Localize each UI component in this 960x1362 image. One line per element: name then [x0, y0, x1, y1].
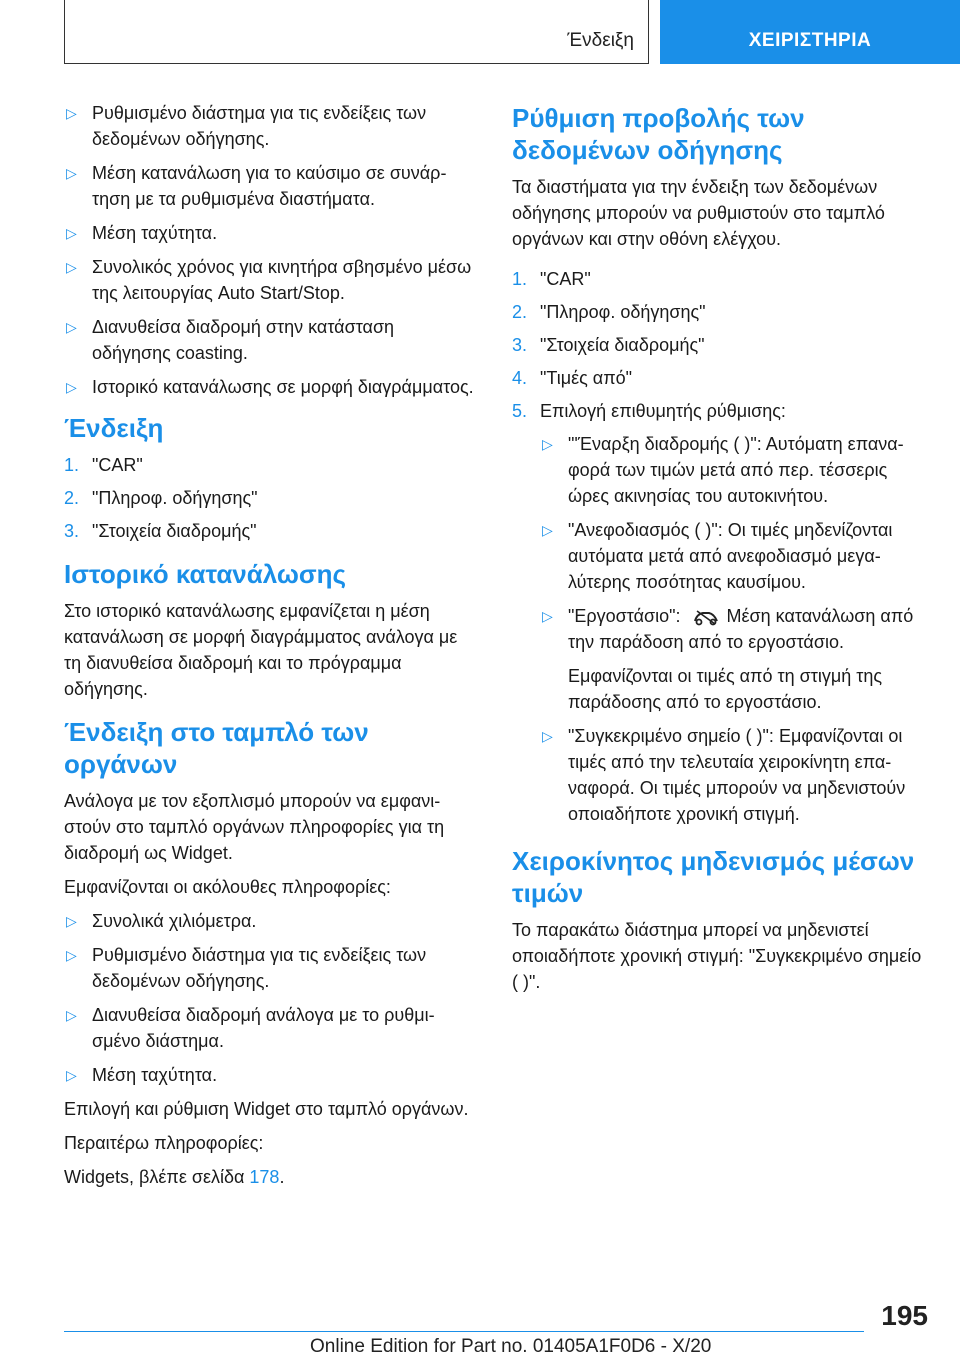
- step-item: 2. "Πληροφ. οδήγησης": [64, 488, 258, 508]
- triangle-right-icon: ▷: [66, 947, 77, 963]
- step-item: 2. "Πληροφ. οδήγησης": [512, 302, 706, 322]
- step-item: 5. Επιλογή επιθυμητής ρύθμισης:: [512, 401, 786, 421]
- option-item: ▷ "Συγκεκριμένο σημείο ( )": Εμφανίζονται οι τιμές από την τελευταία χειροκίνητη επαναφορά. Οι τιμές μπορούν να μηδενιστούν οποιαδήποτε χρονική στιγμή.: [540, 723, 932, 827]
- list-item: ▷ Διανυθείσα διαδρομή στην κατάσταση οδήγησης coasting.: [64, 314, 476, 366]
- step-item: 3. "Στοιχεία διαδρομής": [64, 521, 257, 541]
- reset-text: Το παρακάτω διάστημα μπορεί να μηδενιστεί οποιαδήποτε χρονική στιγμή: "Συγκεκριμένο σημείο ( )".: [512, 920, 922, 992]
- triangle-right-icon: ▷: [542, 436, 553, 452]
- list-item: ▷ Μέση ταχύτητα.: [64, 1062, 476, 1088]
- widget-text: Επιλογή και ρύθμιση Widget στο ταμπλό οργάνων.: [64, 1099, 469, 1119]
- right-column: [512, 100, 932, 1003]
- triangle-right-icon: ▷: [542, 522, 553, 538]
- step-item: 1. "CAR": [64, 455, 143, 475]
- step-item: 4. "Τιμές από": [512, 368, 633, 388]
- option-item: ▷ "'Έναρξη διαδρομής ( )": Αυτόματη επαναφορά των τιμών μετά από περ. τέσσερις ώρες ακινησίας του αυτοκινήτου.: [540, 431, 932, 509]
- triangle-right-icon: ▷: [66, 165, 77, 181]
- option-item: ▷ "Ανεφοδιασμός ( )": Οι τιμές μηδενίζονται αυτόματα μετά από ανεφοδιασμό μεγαλύτερης ποσότητας καυσίμου.: [540, 517, 932, 595]
- triangle-right-icon: ▷: [66, 1067, 77, 1083]
- option-item: ▷ "Εργοστάσιο": Μέση κατανάλωση από την παράδοση από το εργοστάσιο. Εμφανίζονται οι τιμές από τη στιγμή της παράδοσης από το εργοστάσιο.: [540, 603, 932, 715]
- step-item: 3. "Στοιχεία διαδρομής": [512, 335, 705, 355]
- list-item: ▷ Ιστορικό κατανάλωσης σε μορφή διαγράμματος.: [64, 374, 476, 400]
- triangle-right-icon: ▷: [542, 608, 553, 624]
- history-text: Στο ιστορικό κατανάλωσης εμφανίζεται η μέση κατανάλωση σε μορφή διαγράμματος ανάλογα με τη διανυθείσα διαδρομή και το πρόγραμμα οδήγησης.: [64, 601, 458, 699]
- header-chapter-tab: [660, 0, 960, 64]
- left-column: [64, 100, 476, 1198]
- setup-steps: [512, 266, 932, 424]
- dashboard-heading: Ένδειξη στο ταμπλό των οργάνων: [64, 717, 369, 779]
- list-item: ▷ Διανυθείσα διαδρομή ανάλογα με το ρυθμισμένο διάστημα.: [64, 1002, 476, 1054]
- triangle-right-icon: ▷: [66, 913, 77, 929]
- page-number: 195: [881, 1300, 928, 1331]
- triangle-right-icon: ▷: [66, 319, 77, 335]
- dashboard-text: Ανάλογα με τον εξοπλισμό μπορούν να εμφανιστούν στο ταμπλό οργάνων πληροφορίες για τη διαδρομή ως Widget.: [64, 791, 445, 863]
- step-item: 1. "CAR": [512, 269, 591, 289]
- triangle-right-icon: ▷: [66, 379, 77, 395]
- reset-heading: Χειροκίνητος μηδενισμός μέσων τιμών: [512, 846, 915, 908]
- history-heading: Ιστορικό κατανάλωσης: [64, 559, 347, 589]
- display-heading: Ένδειξη: [64, 413, 164, 443]
- triangle-right-icon: ▷: [66, 225, 77, 241]
- list-item: ▷ Μέση κατανάλωση για το καύσιμο σε συνάρτηση με τα ρυθμισμένα διαστήματα.: [64, 160, 476, 212]
- trip-data-bullets: [64, 100, 476, 400]
- triangle-right-icon: ▷: [66, 259, 77, 275]
- list-item: ▷ Ρυθμισμένο διάστημα για τις ενδείξεις των δεδομένων οδήγησης.: [64, 942, 476, 994]
- more-info-label: Περαιτέρω πληροφορίες:: [64, 1133, 264, 1153]
- setup-text: Τα διαστήματα για την ένδειξη των δεδομένων οδήγησης μπορούν να ρυθμιστούν στο ταμπλό οργάνων και στην οθόνη ελέγχου.: [512, 177, 885, 249]
- widgets-reference: Widgets, βλέπε σελίδα 178.: [64, 1167, 285, 1187]
- eco-car-icon: [691, 608, 721, 626]
- list-item: ▷ Μέση ταχύτητα.: [64, 220, 476, 246]
- list-item: ▷ Συνολικά χιλιόμετρα.: [64, 908, 476, 934]
- setup-heading: Ρύθμιση προβολής των δεδομένων οδήγησης: [512, 103, 805, 165]
- footer-edition: Online Edition for Part no. 01405A1F0D6 - X/20: [310, 1336, 712, 1357]
- footer-rule: [64, 1331, 864, 1332]
- dashboard-info-intro: Εμφανίζονται οι ακόλουθες πληροφορίες:: [64, 877, 391, 897]
- reset-options: [540, 431, 932, 827]
- list-item: ▷ Συνολικός χρόνος για κινητήρα σβησμένο μέσω της λειτουργίας Auto Start/Stop.: [64, 254, 476, 306]
- list-item: ▷ Ρυθμισμένο διάστημα για τις ενδείξεις των δεδομένων οδήγησης.: [64, 100, 476, 152]
- header-section-title: Ένδειξη: [567, 30, 634, 51]
- dashboard-bullets: [64, 908, 476, 1088]
- page-link[interactable]: 178: [249, 1167, 280, 1187]
- header-section-box: [64, 0, 649, 64]
- triangle-right-icon: ▷: [66, 1007, 77, 1023]
- triangle-right-icon: ▷: [542, 728, 553, 744]
- triangle-right-icon: ▷: [66, 105, 77, 121]
- header-chapter-title: ΧΕΙΡΙΣΤΗΡΙΑ: [748, 30, 872, 51]
- display-steps: [64, 452, 476, 544]
